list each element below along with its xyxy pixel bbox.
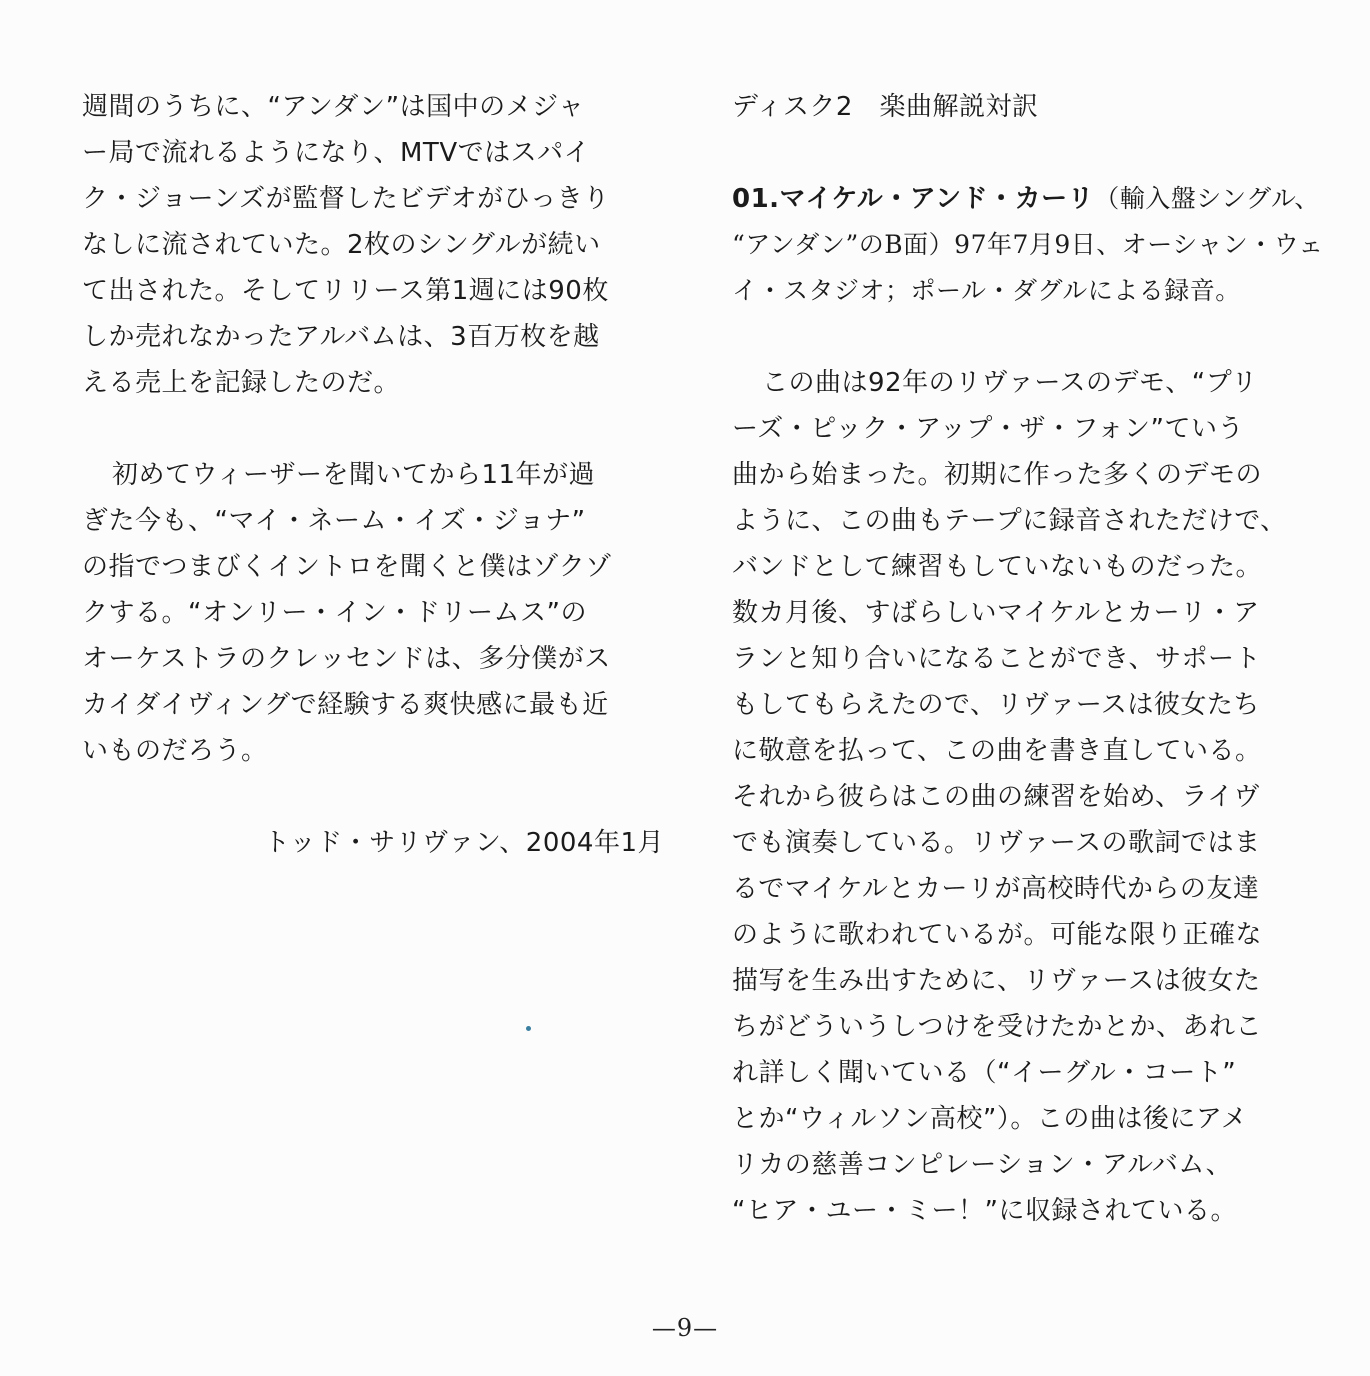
text-line: クする。“オンリー・イン・ドリームス”の (82, 598, 587, 628)
paragraph-gap (82, 406, 672, 452)
section-heading: ディスク2 楽曲解説対訳 (732, 92, 1039, 122)
text-line: ーズ・ピック・アップ・ザ・フォン”ていう (732, 414, 1245, 444)
track-meta: （輸入盤シングル、 (1094, 184, 1320, 213)
text-line: 初めてウィーザーを聞いてから11年が過 (112, 460, 596, 490)
text-line: ー局で流れるようになり、MTVではスパイ (82, 138, 591, 168)
text-line: ぎた今も、“マイ・ネーム・イズ・ジョナ” (82, 506, 586, 536)
text-line: 曲から始まった。初期に作った多くのデモの (732, 460, 1263, 490)
paragraph-gap (732, 130, 1322, 176)
paragraph-gap (732, 314, 1322, 360)
right-column (732, 84, 1322, 1234)
text-line: ように、この曲もテープに録音されただけで、 (732, 506, 1287, 536)
text-line: の指でつまびくイントロを聞くと僕はゾクゾ (82, 552, 612, 582)
paragraph-1 (82, 84, 672, 406)
text-line: オーケストラのクレッセンドは、多分僕がス (82, 644, 611, 674)
text-line: それから彼らはこの曲の練習を始め、ライヴ (732, 782, 1261, 812)
text-line: 数カ月後、すばらしいマイケルとカーリ・ア (732, 598, 1260, 628)
paragraph-gap (82, 774, 672, 820)
text-line: この曲は92年のリヴァースのデモ、“プリ (762, 368, 1258, 398)
text-line: に敬意を払って、この曲を書き直している。 (732, 736, 1262, 766)
text-line: リカの慈善コンピレーション・アルバム、 (732, 1150, 1233, 1180)
text-line: 週間のうちに、“アンダン”は国中のメジャ (82, 92, 585, 122)
text-line: のように歌われているが。可能な限り正確な (732, 920, 1263, 950)
paragraph-2 (82, 452, 672, 774)
text-line: バンドとして練習もしていないものだった。 (732, 552, 1263, 582)
left-column (82, 84, 672, 866)
print-speck (526, 1026, 531, 1031)
text-line: るでマイケルとカーリが高校時代からの友達 (732, 874, 1260, 904)
track-info (732, 176, 1322, 314)
text-line: もしてもらえたので、リヴァースは彼女たち (732, 690, 1260, 720)
text-line: いものだろう。 (82, 736, 268, 766)
author-signature: トッド・サリヴァン、2004年1月 (263, 828, 664, 858)
text-line: しか売れなかったアルバムは、3百万枚を越 (82, 322, 600, 352)
page-number: —9— (651, 1314, 719, 1342)
track-meta: イ・スタジオ；ポール・ダグルによる録音。 (732, 276, 1241, 305)
text-line: なしに流されていた。2枚のシングルが続い (82, 230, 601, 260)
text-line: “ヒア・ユー・ミー！”に収録されている。 (732, 1196, 1237, 1226)
text-line: とか“ウィルソン高校”）。この曲は後にアメ (732, 1104, 1248, 1134)
track-title: 01.マイケル・アンド・カーリ (732, 184, 1095, 214)
text-line: 描写を生み出すために、リヴァースは彼女た (732, 966, 1261, 996)
track-title-line (732, 176, 1322, 222)
text-line: ランと知り合いになることができ、サポート (732, 644, 1261, 674)
text-line: カイダイヴィングで経験する爽快感に最も近 (82, 690, 609, 720)
text-line: れ詳しく聞いている（“イーグル・コート” (732, 1058, 1237, 1088)
text-line: ク・ジョーンズが監督したビデオがひっきり (82, 184, 610, 214)
text-line: でも演奏している。リヴァースの歌詞ではま (732, 828, 1261, 858)
text-line: ちがどういうしつけを受けたかとか、あれこ (732, 1012, 1263, 1042)
track-description (732, 360, 1322, 1234)
text-line: える売上を記録したのだ。 (82, 368, 401, 398)
track-meta: “アンダン”のB面）97年7月9日、オーシャン・ウェ (732, 230, 1324, 259)
text-line: て出された。そしてリリース第1週には90枚 (82, 276, 609, 306)
